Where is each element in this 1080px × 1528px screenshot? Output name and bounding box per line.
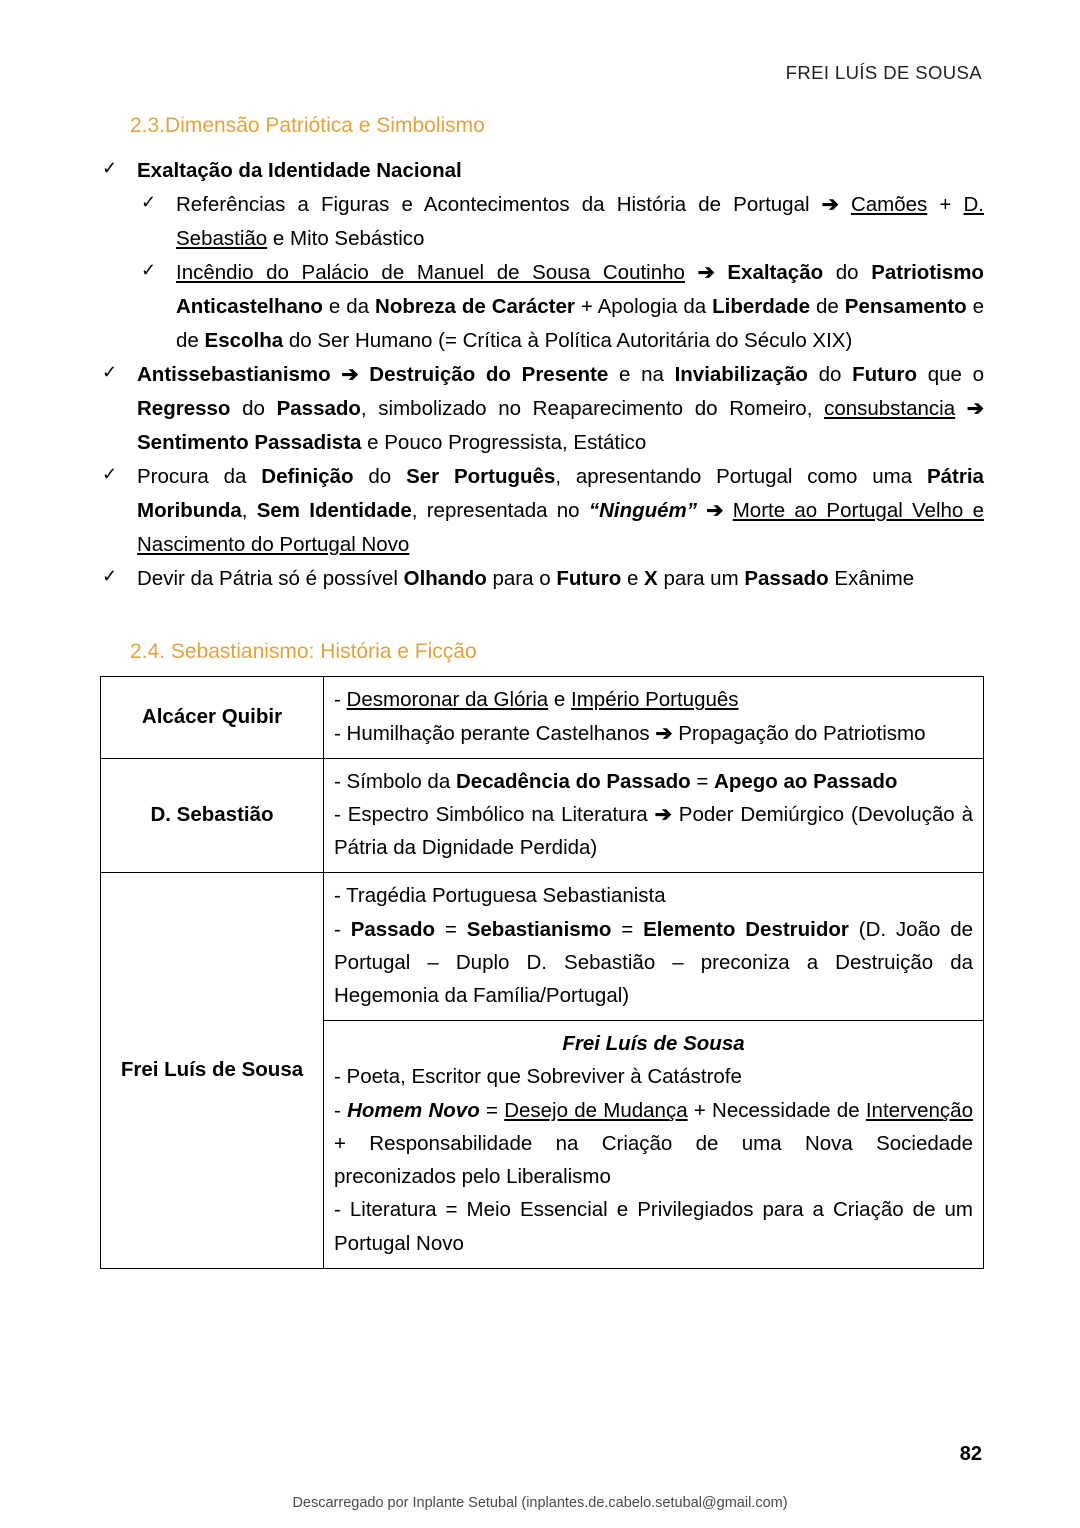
bullet-list-level-1 xyxy=(100,154,984,596)
table-cell-body xyxy=(324,758,984,873)
list-item-procura-definicao xyxy=(100,460,984,562)
table-row xyxy=(101,873,984,1021)
text-fragment: Passado xyxy=(744,567,829,591)
text-fragment: Pátria Moribunda xyxy=(137,465,984,523)
text-fragment: - Literatura = Meio Essencial e Privilegiados para a Criação de um Portugal Novo xyxy=(334,1198,973,1255)
text-fragment: + Apologia da xyxy=(580,295,707,319)
table-line xyxy=(334,683,973,716)
text-fragment: = xyxy=(621,917,634,941)
arrow-icon: ➔ xyxy=(341,363,359,387)
text-fragment: - Humilhação perante Castelhanos xyxy=(334,721,650,745)
text-fragment: Antissebastianismo xyxy=(137,363,331,387)
text-fragment: , apresentando Portugal como uma xyxy=(555,465,913,489)
text-fragment: que o xyxy=(927,363,985,387)
table-line xyxy=(334,717,973,750)
text-fragment: Liberdade xyxy=(712,295,811,319)
check-icon: ✓ xyxy=(102,362,118,383)
check-icon: ✓ xyxy=(141,260,157,281)
bullet-list-level-2 xyxy=(137,188,984,358)
list-item-label: Exaltação da Identidade Nacional xyxy=(137,159,462,183)
text-fragment: Sebastianismo xyxy=(466,917,612,941)
arrow-icon: ➔ xyxy=(697,261,715,285)
footer-note: Descarregado por Inplante Setubal (inplantes.de.cabelo.setubal@gmail.com) xyxy=(292,1495,788,1511)
text-fragment: Olhando xyxy=(403,567,487,591)
text-fragment: Desejo de Mudança xyxy=(504,1098,688,1122)
text-fragment: Camões xyxy=(850,193,928,217)
text-fragment: Regresso xyxy=(137,397,231,421)
text-fragment: e da xyxy=(328,295,370,319)
text-fragment: Exânime xyxy=(834,567,915,591)
text-fragment: Passado xyxy=(350,917,436,941)
text-fragment: de xyxy=(816,295,839,319)
text-fragment: do xyxy=(835,261,859,285)
text-fragment: , simbolizado no Reaparecimento do Romeiro, xyxy=(360,397,813,421)
text-fragment: = xyxy=(444,917,457,941)
text-fragment: consubstancia xyxy=(824,397,956,421)
text-fragment: Sem Identidade xyxy=(256,499,412,523)
table-subtitle: Frei Luís de Sousa xyxy=(562,1032,745,1056)
text-fragment: Nobreza de Carácter xyxy=(375,295,575,319)
table-line xyxy=(334,1060,973,1093)
text-fragment: Futuro xyxy=(556,567,622,591)
text-fragment: Homem Novo xyxy=(347,1098,480,1122)
text-fragment: - xyxy=(334,688,341,712)
text-fragment: do Ser Humano (= Crítica à Política Autoritária do Século XIX) xyxy=(288,329,853,353)
arrow-icon: ➔ xyxy=(966,397,984,421)
table-cell-label: Frei Luís de Sousa xyxy=(101,873,324,1268)
text-fragment: Desmoronar da Glória xyxy=(346,688,549,712)
text-fragment: Propagação do Patriotismo xyxy=(678,721,926,745)
text-fragment: + xyxy=(939,193,952,217)
text-fragment: = xyxy=(696,769,709,793)
text-fragment: Decadência do Passado xyxy=(455,769,691,793)
arrow-icon: ➔ xyxy=(655,721,673,745)
text-fragment: do xyxy=(818,363,842,387)
text-fragment: Poder Demiúrgico (Devolução à Pátria da Dignidade Perdida) xyxy=(334,803,974,860)
text-fragment: - Tragédia Portuguesa Sebastianista xyxy=(334,884,666,908)
table-line xyxy=(334,913,973,1013)
text-fragment: Referências a Figuras e Acontecimentos da História de Portugal xyxy=(176,193,810,217)
running-header: FREI LUÍS DE SOUSA xyxy=(785,62,982,83)
text-fragment: - Poeta, Escritor que Sobreviver à Catástrofe xyxy=(334,1065,742,1089)
text-fragment: “Ninguém” xyxy=(588,499,698,523)
text-fragment: X xyxy=(644,567,658,591)
text-fragment: , xyxy=(241,499,248,523)
table-line xyxy=(334,765,973,798)
check-icon: ✓ xyxy=(102,464,118,485)
text-fragment: Destruição do Presente xyxy=(369,363,609,387)
section-heading-2-3: 2.3.Dimensão Patriótica e Simbolismo xyxy=(130,114,485,137)
text-fragment: Apego ao Passado xyxy=(714,769,898,793)
sebastianismo-table xyxy=(100,676,984,1268)
text-fragment: Futuro xyxy=(852,363,918,387)
text-fragment: - xyxy=(334,917,341,941)
text-fragment: = xyxy=(485,1098,498,1122)
text-fragment: - Espectro Simbólico na Literatura xyxy=(334,803,648,827)
text-fragment: do xyxy=(242,397,265,421)
text-fragment: Inviabilização xyxy=(674,363,808,387)
text-fragment: Patriotismo Anticastelhano xyxy=(176,261,984,319)
table-line xyxy=(334,1193,973,1259)
list-item-incendio xyxy=(137,256,984,358)
check-icon: ✓ xyxy=(102,566,118,587)
text-fragment: Procura da xyxy=(137,465,247,489)
text-fragment: Sentimento Passadista xyxy=(137,431,362,455)
text-fragment: e xyxy=(553,688,566,712)
table-cell-body xyxy=(324,677,984,758)
page-content xyxy=(100,112,984,1269)
text-fragment: Ser Português xyxy=(406,465,556,489)
text-fragment: Devir da Pátria só é possível xyxy=(137,567,398,591)
table-cell-body-upper xyxy=(324,873,984,1021)
arrow-icon: ➔ xyxy=(706,499,724,523)
table-cell-label: D. Sebastião xyxy=(101,758,324,873)
list-item-devir-da-patria xyxy=(100,562,984,596)
text-fragment: Incêndio do Palácio de Manuel de Sousa Coutinho xyxy=(176,261,685,285)
text-fragment: - xyxy=(334,1098,341,1122)
table-line xyxy=(334,879,973,912)
text-fragment: (D. João de Portugal – Duplo D. Sebastião – preconiza a Destruição da Hegemonia da Família/Portugal) xyxy=(334,917,974,1008)
check-icon: ✓ xyxy=(102,158,118,179)
table-row xyxy=(101,677,984,758)
table-line xyxy=(334,798,973,864)
text-fragment: + Responsabilidade na Criação de uma Nova Sociedade preconizados pelo Liberalismo xyxy=(334,1131,973,1189)
text-fragment: Intervenção xyxy=(865,1098,973,1122)
page-number: 82 xyxy=(959,1443,982,1465)
text-fragment: para um xyxy=(663,567,739,591)
text-fragment: e Pouco Progressista, Estático xyxy=(367,431,647,455)
text-fragment: Escolha xyxy=(204,329,284,353)
table-cell-label: Alcácer Quibir xyxy=(101,677,324,758)
text-fragment: e Mito Sebástico xyxy=(272,227,425,251)
arrow-icon: ➔ xyxy=(654,803,672,827)
table-row xyxy=(101,758,984,873)
check-icon: ✓ xyxy=(141,192,157,213)
list-item-antissebastianismo xyxy=(100,358,984,460)
text-fragment: Morte ao Portugal Velho e Nascimento do Portugal Novo xyxy=(137,499,984,557)
text-fragment: , representada no xyxy=(411,499,580,523)
table-cell-body-lower xyxy=(324,1021,984,1268)
text-fragment: D. Sebastião xyxy=(176,193,984,251)
text-fragment: Definição xyxy=(261,465,354,489)
text-fragment: e na xyxy=(618,363,664,387)
text-fragment: e de xyxy=(176,295,985,353)
table-line xyxy=(334,1094,973,1194)
text-fragment: Passado xyxy=(276,397,361,421)
text-fragment: Elemento Destruidor xyxy=(643,917,849,941)
text-fragment: + Necessidade de xyxy=(693,1098,860,1122)
text-fragment: Império Português xyxy=(571,688,739,712)
list-item-referencias xyxy=(137,188,984,256)
text-fragment: e xyxy=(626,567,639,591)
text-fragment: do xyxy=(368,465,392,489)
text-fragment: - Símbolo da xyxy=(334,769,451,793)
list-item-exaltacao xyxy=(100,154,984,358)
text-fragment: Exaltação xyxy=(727,261,824,285)
arrow-icon: ➔ xyxy=(821,193,839,217)
section-heading-2-4: 2.4. Sebastianismo: História e Ficção xyxy=(130,640,477,664)
text-fragment: Pensamento xyxy=(844,295,967,319)
text-fragment: para o xyxy=(492,567,551,591)
